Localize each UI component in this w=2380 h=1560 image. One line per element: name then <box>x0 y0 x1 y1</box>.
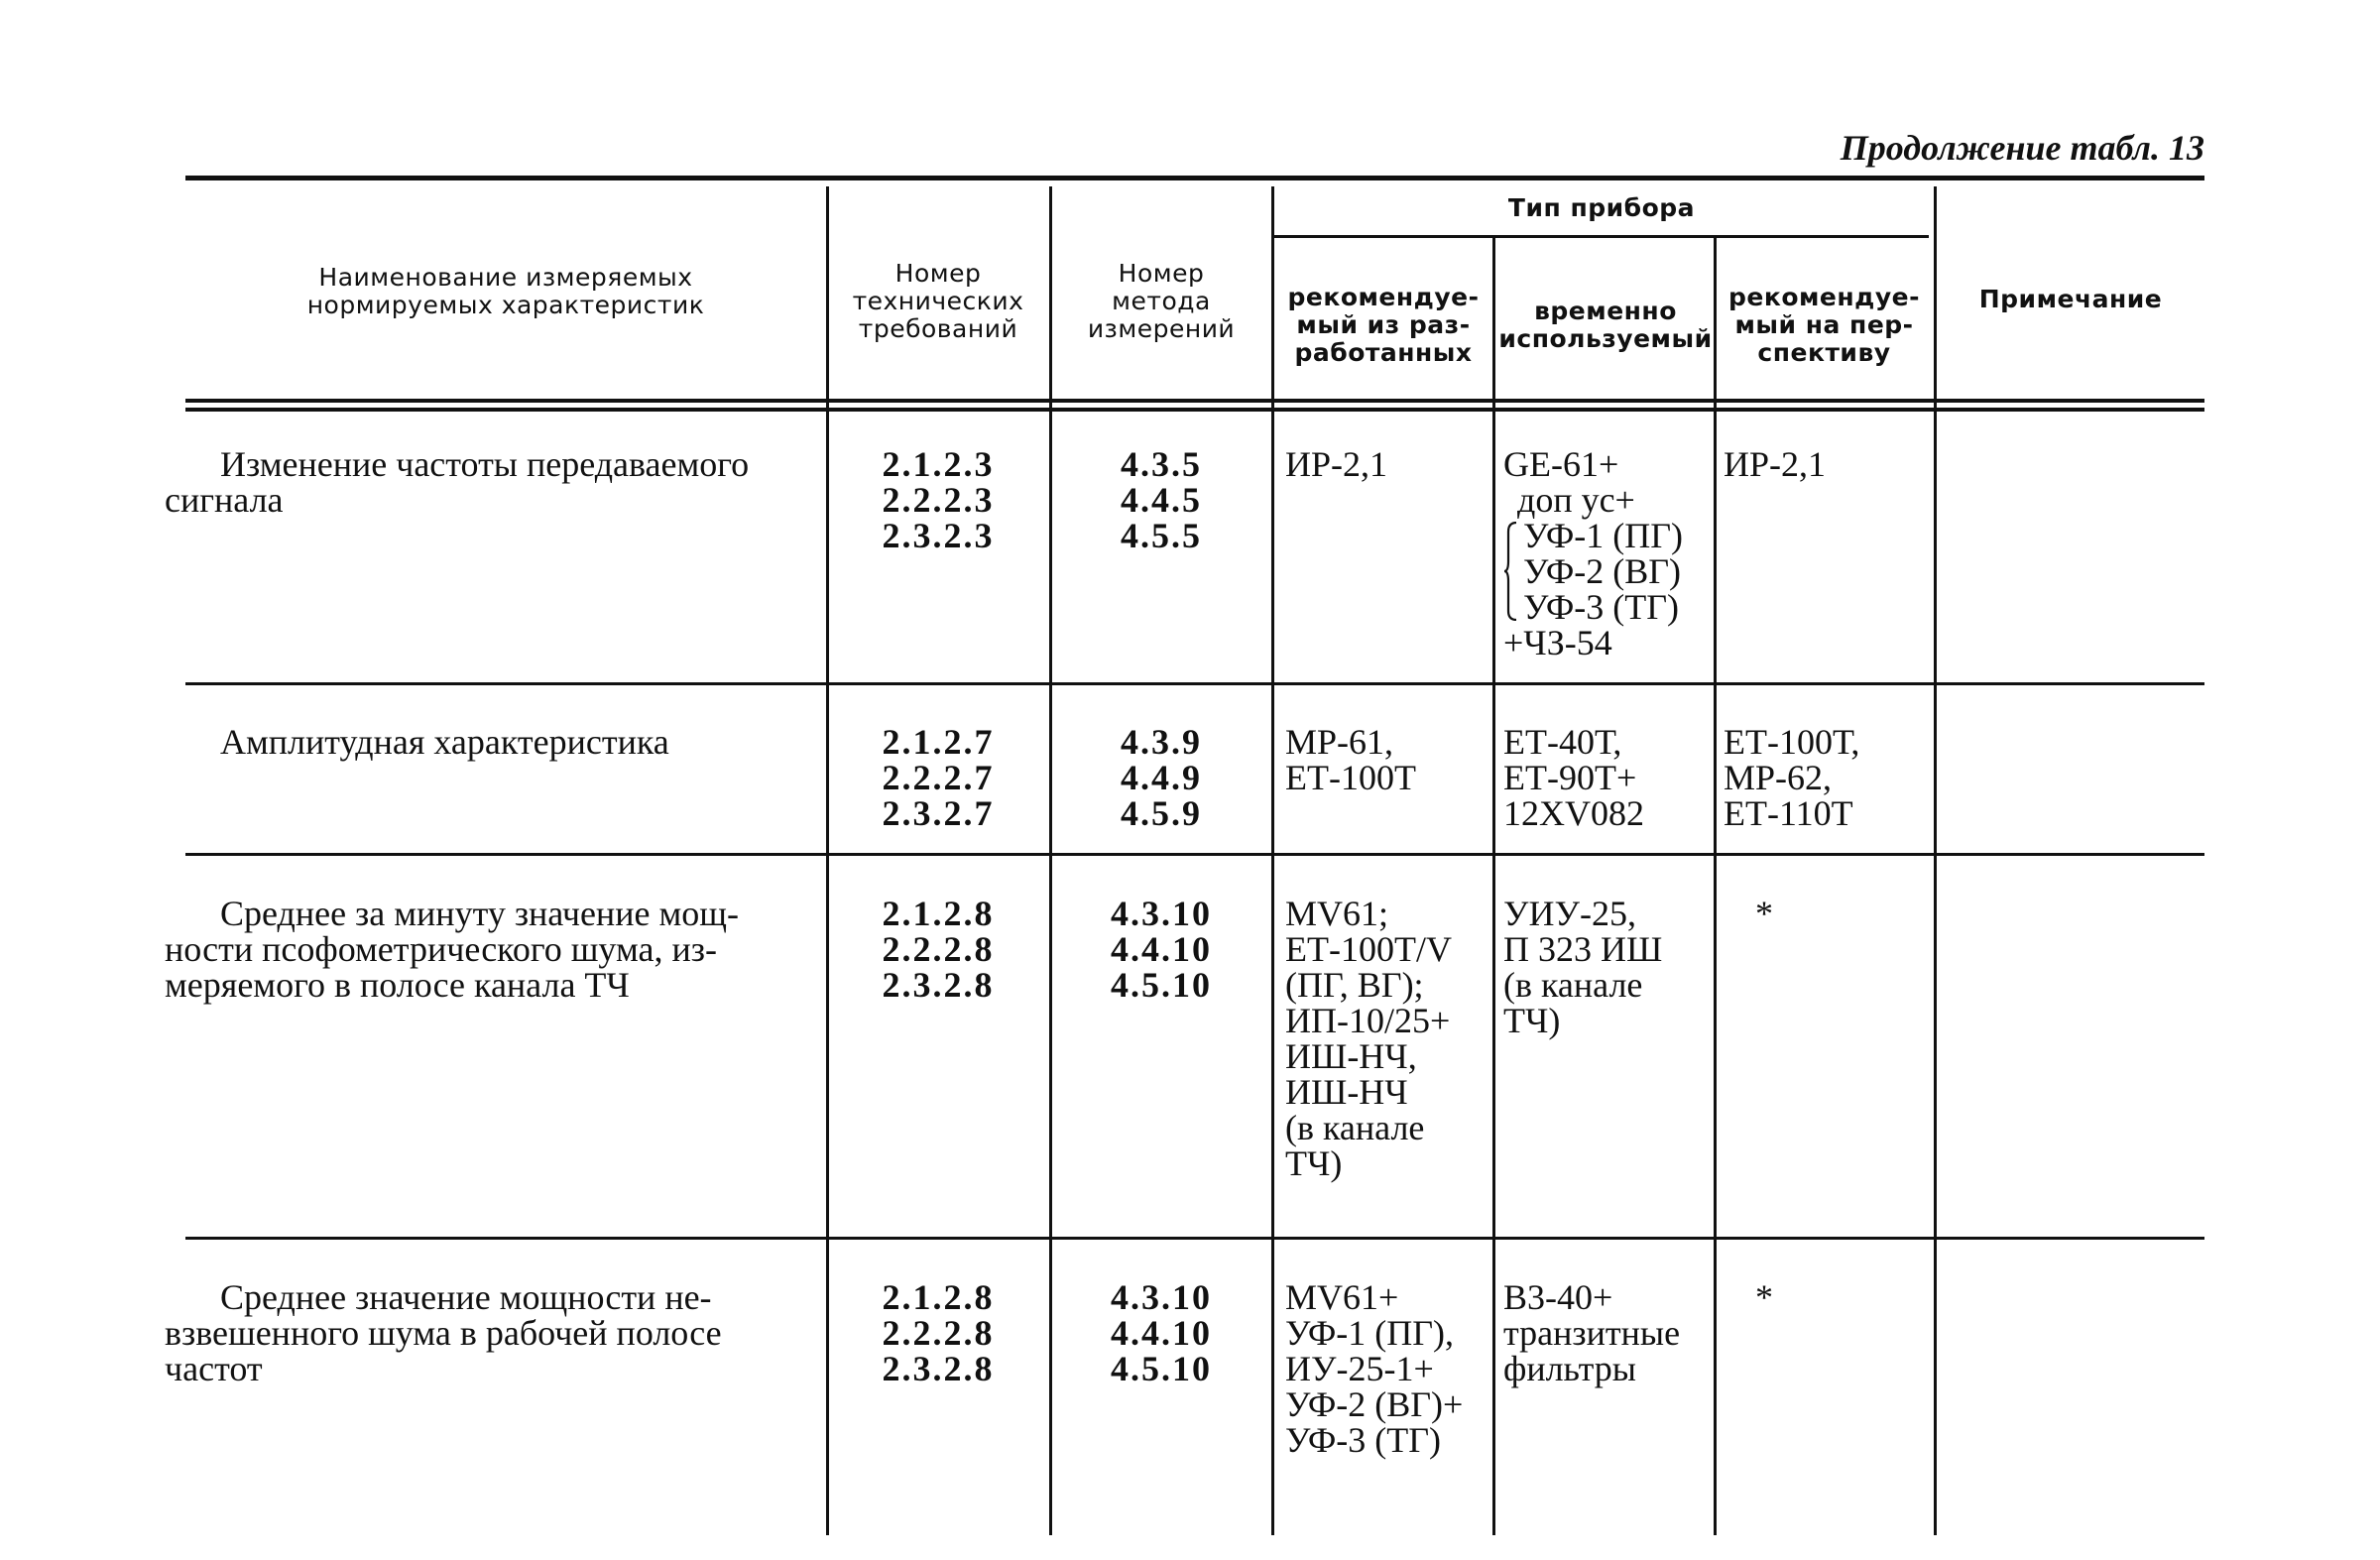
row-4-recommended-future: * <box>1755 1277 1773 1317</box>
row-3-tech-req: 2.1.2.8 2.2.2.8 2.3.2.8 <box>882 894 995 1005</box>
header-name: Наименование измеряемых нормируемых характеристик <box>306 263 705 319</box>
table-caption: Продолжение табл. 13 <box>1840 128 2204 168</box>
header-note: Примечание <box>1978 285 2163 313</box>
header-temporary: временно используемый <box>1498 297 1713 353</box>
row-2-temporary: ЕТ-40Т, ЕТ-90Т+ 12XV082 <box>1503 722 1644 833</box>
row-1-recommended-dev: ИР-2,1 <box>1285 444 1388 484</box>
row-3-method: 4.3.10 4.4.10 4.5.10 <box>1111 894 1212 1005</box>
row-4-name: Среднее значение мощности не- взвешенного шума в рабочей полосе частот <box>165 1277 722 1388</box>
row-2-recommended-dev: МР-61, ЕТ-100Т <box>1285 722 1416 797</box>
table-top-rule <box>185 176 2204 180</box>
row-1-temporary: GE-61+ доп ус+ УФ-1 (ПГ) УФ-2 (ВГ) УФ-3 (ТГ) +ЧЗ-54 <box>1503 444 1684 662</box>
col-divider-3 <box>1271 186 1274 1535</box>
col-divider-6 <box>1934 186 1937 1535</box>
col-divider-5 <box>1714 238 1717 1535</box>
row-2-method: 4.3.9 4.4.9 4.5.9 <box>1121 722 1202 833</box>
header-double-rule-1 <box>185 399 2204 403</box>
row-3-recommended-dev: MV61; ЕТ-100Т/V (ПГ, ВГ); ИП-10/25+ ИШ-НЧ, ИШ-НЧ (в канале ТЧ) <box>1285 894 1452 1183</box>
header-method: Номер метода измерений <box>1087 259 1236 343</box>
row-4-recommended-dev: MV61+ УФ-1 (ПГ), ИУ-25-1+ УФ-2 (ВГ)+ УФ-3 (ТГ) <box>1285 1277 1464 1460</box>
device-type-underline <box>1274 235 1929 238</box>
left-brace-icon <box>1503 522 1517 621</box>
header-tech-req: Номер технических требований <box>852 259 1024 343</box>
row-1-method: 4.3.5 4.4.5 4.5.5 <box>1121 444 1202 555</box>
row-3-name: Среднее за минуту значение мощ- ности псофометрического шума, из- меряемого в полосе канала ТЧ <box>165 894 739 1005</box>
header-double-rule-2 <box>185 408 2204 412</box>
row-1-recommended-future: ИР-2,1 <box>1724 444 1827 484</box>
row-divider-2 <box>185 853 2204 856</box>
row-4-method: 4.3.10 4.4.10 4.5.10 <box>1111 1277 1212 1388</box>
row-4-temporary: В3-40+ транзитные фильтры <box>1503 1277 1681 1388</box>
row-2-tech-req: 2.1.2.7 2.2.2.7 2.3.2.7 <box>882 722 995 833</box>
row-2-recommended-future: ЕТ-100Т, МР-62, ЕТ-110Т <box>1724 722 1860 833</box>
brace-group: УФ-1 (ПГ) УФ-2 (ВГ) УФ-3 (ТГ) <box>1503 518 1683 625</box>
header-recommended-future: рекомендуе- мый на пер- спективу <box>1728 283 1920 367</box>
row-2-name: Амплитудная характеристика <box>220 722 669 762</box>
row-3-temporary: УИУ-25, П 323 ИШ (в канале ТЧ) <box>1503 894 1663 1040</box>
row-4-tech-req: 2.1.2.8 2.2.2.8 2.3.2.8 <box>882 1277 995 1388</box>
col-divider-4 <box>1492 238 1495 1535</box>
header-device-type: Тип прибора <box>1507 193 1696 222</box>
row-1-name: Изменение частоты передаваемого сигнала <box>165 444 750 520</box>
row-divider-3 <box>185 1237 2204 1240</box>
row-3-recommended-future: * <box>1755 894 1773 933</box>
header-recommended-dev: рекомендуе- мый из раз- работанных <box>1287 283 1480 367</box>
row-1-tech-req: 2.1.2.3 2.2.2.3 2.3.2.3 <box>882 444 995 555</box>
row-divider-1 <box>185 682 2204 685</box>
